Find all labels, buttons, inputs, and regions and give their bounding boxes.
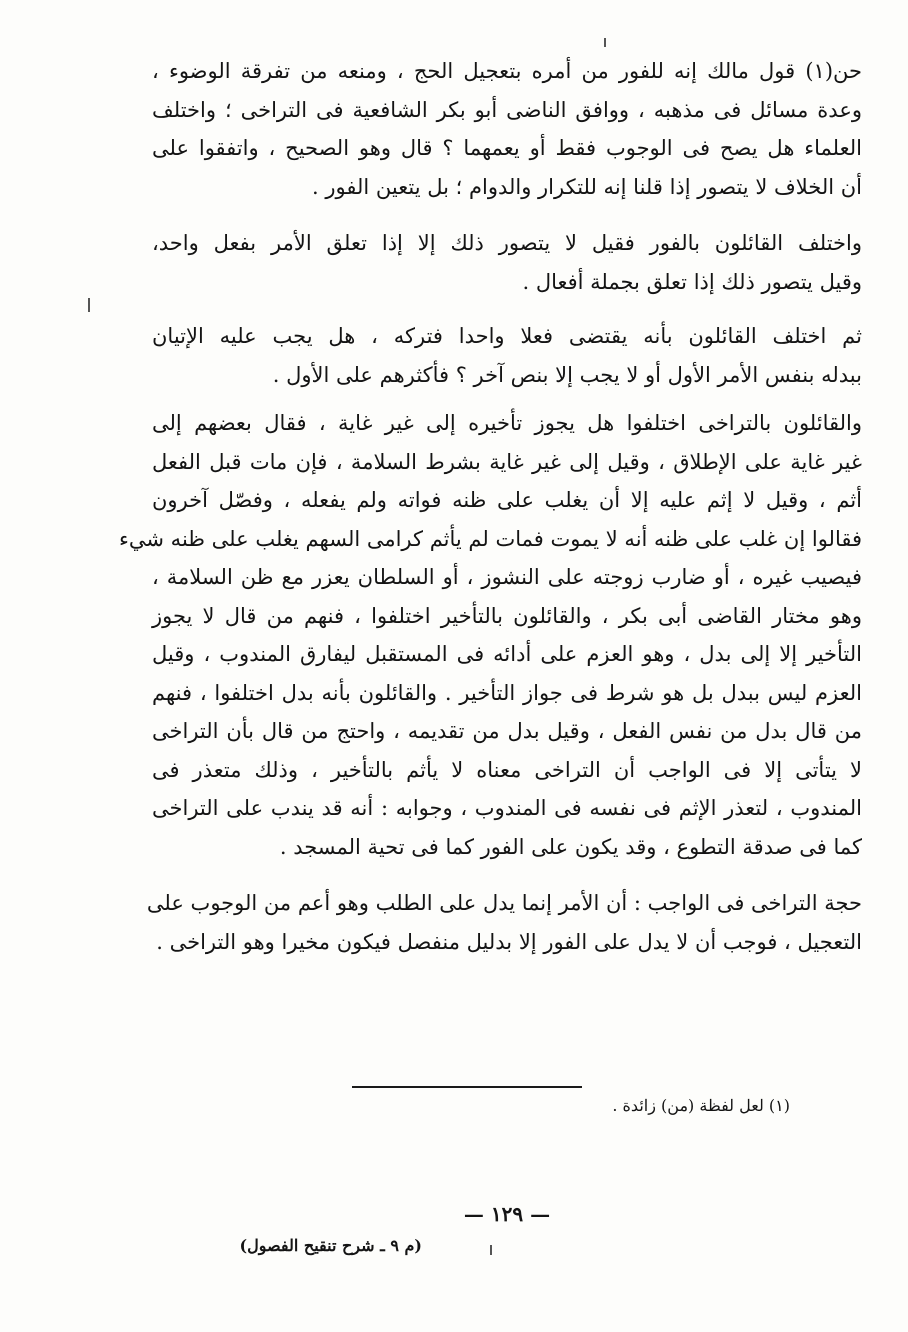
paragraph-5	[146, 884, 862, 961]
text-line: العزم ليس ببدل بل هو شرط فى جواز التأخير . والقائلون بأنه بدل اختلفوا ، فنهم	[152, 680, 862, 705]
paragraph-3	[152, 317, 862, 394]
page-body	[119, 52, 862, 1292]
scan-speck	[88, 298, 90, 312]
text-line: لا يتأتى إلا فى الواجب أن التراخى معناه لا يأثم بالتأخير ، وذلك متعذر فى	[152, 757, 862, 782]
text-line: حن(١) قول مالك إنه للفور من أمره بتعجيل الحج ، ومنعه من تفرقة الوضوء ،	[152, 59, 862, 83]
page-number: — ١٢٩ —	[463, 1202, 551, 1226]
text-line: أن الخلاف لا يتصور إذا قلنا إنه للتكرار والدوام ؛ بل يتعين الفور .	[312, 174, 862, 199]
text-line: والقائلون بالتراخى اختلفوا هل يجوز تأخيره إلى غير غاية ، فقال بعضهم إلى	[152, 411, 862, 435]
text-line: فقالوا إن غلب على ظنه أنه لا يموت فمات لم يأثم كرامى السهم يغلب على ظنه شيء	[119, 526, 862, 551]
text-line: من قال بدل من نفس الفعل ، وقيل بدل من تقديمه ، واحتج من قال بأن التراخى	[152, 719, 862, 743]
footnote: (١) لعل لفظة (من) زائدة .	[612, 1096, 790, 1115]
text-line: ببدله بنفس الأمر الأول أو لا يجب إلا بنص آخر ؟ فأكثرهم على الأول .	[272, 362, 862, 387]
text-line: كما فى صدقة التطوع ، وقد يكون على الفور كما فى تحية المسجد .	[279, 834, 862, 859]
text-line: فيصيب غيره ، أو ضارب زوجته على النشوز ، أو السلطان يعزر مع ظن السلامة ،	[152, 565, 862, 589]
text-line: وقيل يتصور ذلك إذا تعلق بجملة أفعال .	[522, 269, 862, 294]
text-line: واختلف القائلون بالفور فقيل لا يتصور ذلك إلا إذا تعلق الأمر بفعل واحد،	[152, 231, 862, 255]
signature-mark: (م ٩ ـ شرح تنقيح الفصول)	[239, 1236, 422, 1255]
text-line: وهو مختار القاضى أبى بكر ، والقائلون بالتأخير اختلفوا ، فنهم من قال لا يجوز	[152, 603, 862, 628]
text-line: العلماء هل يصح فى الوجوب فقط أو يعمهما ؟ قال وهو الصحيح ، واتفقوا على	[152, 136, 862, 160]
text-line: حجة التراخى فى الواجب : أن الأمر إنما يدل على الطلب وهو أعم من الوجوب على	[146, 891, 862, 915]
text-line: ثم اختلف القائلون بأنه يقتضى فعلا واحدا فتركه ، هل يجب عليه الإتيان	[152, 324, 862, 348]
scan-speck	[490, 1245, 492, 1255]
footnote-separator	[352, 1086, 582, 1088]
text-line: أثم ، وقيل لا إثم عليه إلا أن يغلب على ظنه فواته ولم يفعله ، وفصّل آخرون	[152, 488, 862, 512]
text-line: غير غاية على الإطلاق ، وقيل إلى غير غاية بشرط السلامة ، فإن مات قبل الفعل	[152, 449, 862, 474]
text-line: المندوب ، لتعذر الإثم فى نفسه فى المندوب ، وجوابه : أنه قد يندب على التراخى	[152, 796, 862, 820]
paragraph-4	[119, 404, 862, 866]
paragraph-2	[152, 224, 862, 301]
paragraph-1	[152, 52, 862, 206]
text-line: التعجيل ، فوجب أن لا يدل على الفور إلا بدليل منفصل فيكون مخيرا وهو التراخى .	[156, 929, 862, 954]
scan-speck	[604, 38, 606, 47]
text-line: وعدة مسائل فى مذهبه ، ووافق الناضى أبو بكر الشافعية فى التراخى ؛ واختلف	[152, 97, 862, 122]
text-line: التأخير إلا إلى بدل ، وهو العزم على أدائه فى المستقبل ليفارق المندوب ، وقيل	[152, 642, 862, 666]
